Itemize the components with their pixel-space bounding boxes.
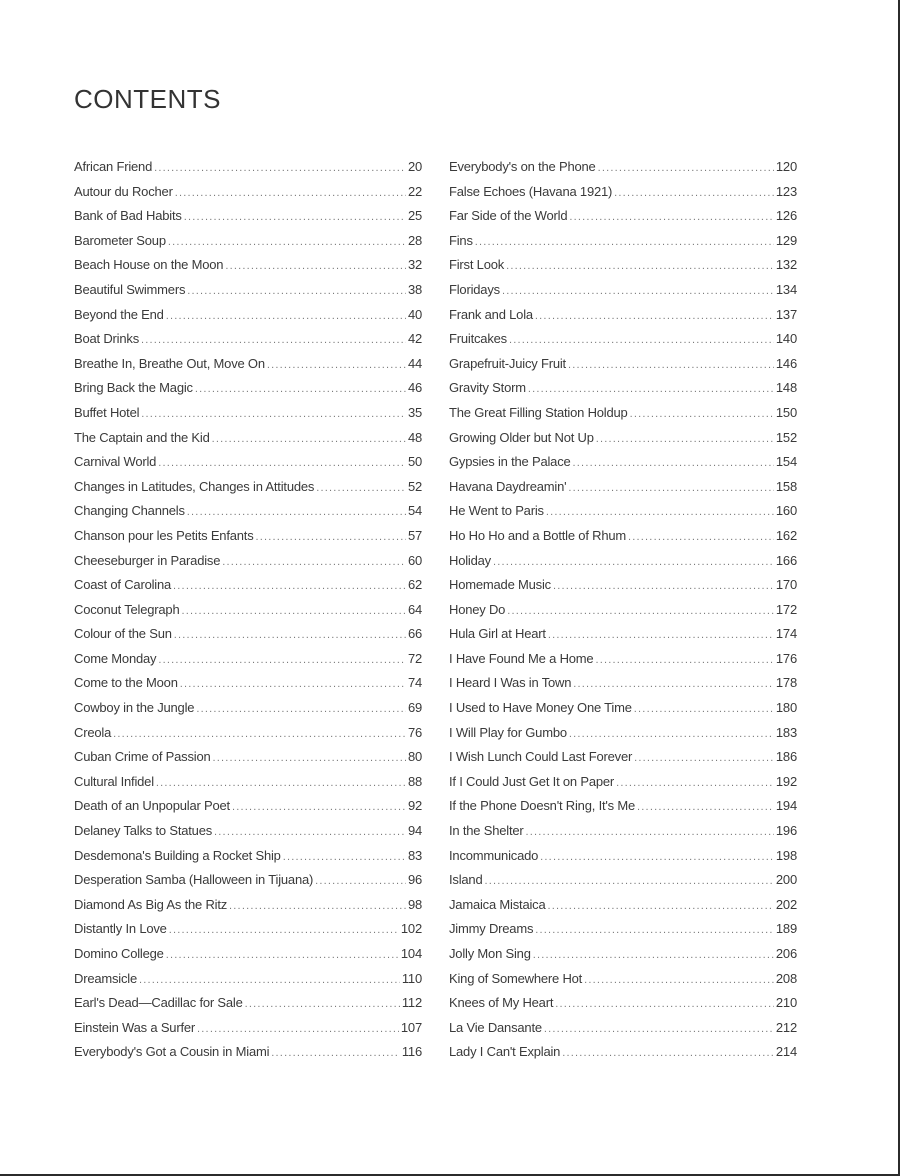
toc-dot-leader — [528, 377, 774, 401]
toc-entry-page: 206 — [775, 946, 797, 961]
toc-entry — [449, 204, 797, 229]
toc-entry-title: Chanson pour les Petits Enfants — [74, 527, 254, 543]
toc-dot-leader — [180, 672, 406, 696]
toc-entry — [449, 942, 797, 967]
toc-entry-title: King of Somewhere Hot — [449, 970, 583, 986]
toc-entry-title: Coconut Telegraph — [74, 601, 180, 617]
toc-entry-page: 25 — [407, 208, 422, 224]
toc-entry-title: Domino College — [74, 946, 164, 961]
toc-dot-leader — [533, 943, 774, 967]
toc-dot-leader — [553, 574, 774, 598]
toc-dot-leader — [141, 402, 406, 426]
toc-entry-page: 46 — [407, 380, 422, 396]
toc-entry-page: 60 — [407, 552, 422, 568]
toc-entry — [449, 524, 797, 549]
toc-entry-title: Far Side of the World — [449, 208, 568, 224]
toc-dot-leader — [568, 353, 774, 377]
toc-entry-title: Bank of Bad Habits — [74, 208, 182, 224]
toc-entry-page: 80 — [407, 749, 422, 765]
toc-entry-page: 50 — [407, 454, 422, 470]
toc-entry-title: Gypsies in the Palace — [449, 454, 571, 470]
toc-entry-page: 162 — [775, 527, 797, 543]
toc-dot-leader — [316, 476, 406, 500]
toc-entry — [449, 622, 797, 647]
toc-entry — [74, 671, 422, 696]
toc-entry-title: First Look — [449, 257, 505, 273]
toc-dot-leader — [485, 869, 774, 893]
toc-entry-title: Honey Do — [449, 601, 506, 617]
toc-dot-leader — [475, 230, 774, 254]
toc-entry-title: Buffet Hotel — [74, 404, 140, 420]
toc-entry-title: Carnival World — [74, 454, 157, 470]
toc-entry — [74, 1016, 422, 1041]
toc-entry-title: Diamond As Big As the Ritz — [74, 896, 228, 912]
toc-entry — [449, 573, 797, 598]
toc-dot-leader — [256, 525, 406, 549]
toc-entry — [74, 499, 422, 524]
toc-entry — [449, 475, 797, 500]
toc-entry — [449, 991, 797, 1016]
toc-entry — [449, 967, 797, 992]
toc-entry-title: Breathe In, Breathe Out, Move On — [74, 355, 265, 371]
toc-entry — [449, 549, 797, 574]
toc-entry-page: 69 — [407, 700, 422, 716]
toc-entry-page: 132 — [775, 257, 797, 273]
toc-dot-leader — [634, 697, 774, 721]
toc-dot-leader — [182, 599, 406, 623]
toc-dot-leader — [573, 451, 774, 475]
toc-entry — [74, 253, 422, 278]
toc-entry-page: 54 — [407, 503, 422, 519]
toc-entry — [74, 401, 422, 426]
toc-entry-page: 198 — [775, 847, 797, 863]
toc-dot-leader — [187, 279, 406, 303]
toc-entry-title: Knees of My Heart — [449, 995, 554, 1011]
toc-entry-page: 176 — [775, 650, 797, 666]
toc-entry-page: 137 — [775, 306, 797, 322]
toc-entry-title: Come to the Moon — [74, 675, 178, 691]
toc-entry-page: 140 — [775, 331, 797, 347]
toc-entry-title: Coast of Carolina — [74, 577, 172, 593]
toc-entry-title: Dreamsicle — [74, 970, 138, 986]
toc-dot-leader — [195, 377, 406, 401]
toc-dot-leader — [196, 697, 406, 721]
toc-entry — [449, 180, 797, 205]
toc-dot-leader — [158, 648, 406, 672]
toc-entry-page: 38 — [407, 281, 422, 297]
toc-entry-page: 202 — [775, 896, 797, 912]
toc-entry-page: 129 — [775, 232, 797, 248]
toc-entry-page: 83 — [407, 847, 422, 863]
toc-entry — [449, 303, 797, 328]
toc-entry — [74, 770, 422, 795]
toc-entry-title: He Went to Paris — [449, 503, 544, 519]
toc-entry-page: 134 — [775, 281, 797, 297]
toc-dot-leader — [544, 1017, 774, 1041]
toc-entry — [74, 475, 422, 500]
toc-entry-title: In the Shelter — [449, 823, 524, 839]
toc-entry — [449, 770, 797, 795]
toc-entry-page: 107 — [400, 1019, 422, 1035]
toc-entry — [449, 917, 797, 942]
toc-entry-title: Everybody's on the Phone — [449, 159, 596, 174]
toc-entry — [74, 893, 422, 918]
toc-dot-leader — [630, 402, 774, 426]
toc-entry-page: 186 — [775, 749, 797, 765]
toc-dot-leader — [535, 304, 774, 328]
toc-entry — [74, 524, 422, 549]
toc-entry-title: Cultural Infidel — [74, 773, 154, 789]
toc-dot-leader — [637, 795, 774, 819]
toc-dot-leader — [562, 1041, 774, 1065]
toc-entry — [449, 721, 797, 746]
toc-entry — [74, 180, 422, 205]
toc-dot-leader — [175, 181, 406, 205]
toc-entry — [74, 917, 422, 942]
toc-dot-leader — [507, 599, 774, 623]
toc-entry — [74, 991, 422, 1016]
toc-entry — [449, 1040, 797, 1065]
toc-entry — [449, 868, 797, 893]
toc-dot-leader — [139, 968, 400, 992]
toc-entry-title: Floridays — [449, 281, 500, 297]
toc-entry-page: 52 — [407, 478, 422, 494]
toc-entry-title: Barometer Soup — [74, 232, 166, 248]
toc-dot-leader — [166, 304, 406, 328]
toc-dot-leader — [502, 279, 774, 303]
toc-entry-title: Jimmy Dreams — [449, 921, 534, 937]
toc-entry-page: 212 — [775, 1019, 797, 1035]
toc-entry-title: Come Monday — [74, 650, 157, 666]
toc-entry-page: 64 — [407, 601, 422, 617]
toc-dot-leader — [232, 795, 406, 819]
toc-entry — [449, 426, 797, 451]
toc-dot-leader — [187, 500, 406, 524]
toc-entry-page: 126 — [775, 208, 797, 224]
toc-entry-page: 102 — [400, 921, 422, 937]
toc-entry-title: Creola — [74, 724, 112, 740]
toc-entry-title: Cowboy in the Jungle — [74, 700, 195, 716]
toc-entry-page: 208 — [775, 970, 797, 986]
toc-dot-leader — [184, 205, 406, 229]
toc-dot-leader — [555, 992, 774, 1016]
toc-entry-title: Frank and Lola — [449, 306, 533, 322]
toc-entry-title: Jamaica Mistaica — [449, 896, 546, 912]
toc-entry-title: Jolly Mon Sing — [449, 946, 531, 961]
toc-dot-leader — [546, 500, 774, 524]
toc-dot-leader — [569, 722, 774, 746]
toc-entry-page: 183 — [775, 724, 797, 740]
toc-dot-leader — [596, 427, 774, 451]
toc-entry-title: Fruitcakes — [449, 331, 507, 347]
toc-entry-page: 88 — [407, 773, 422, 789]
toc-entry-title: Beautiful Swimmers — [74, 281, 186, 297]
toc-entry-page: 146 — [775, 355, 797, 371]
toc-entry-page: 74 — [407, 675, 422, 691]
toc-entry-title: I Will Play for Gumbo — [449, 724, 567, 740]
toc-entry-page: 214 — [775, 1044, 797, 1060]
toc-entry-title: Lady I Can't Explain — [449, 1044, 561, 1060]
toc-entry — [449, 844, 797, 869]
toc-entry — [449, 450, 797, 475]
toc-left-column — [74, 155, 422, 1065]
toc-dot-leader — [595, 648, 773, 672]
toc-entry-title: Beyond the End — [74, 306, 164, 322]
toc-entry-page: 178 — [775, 675, 797, 691]
toc-entry-title: Cuban Crime of Passion — [74, 749, 211, 765]
toc-entry-page: 98 — [407, 896, 422, 912]
toc-entry-page: 148 — [775, 380, 797, 396]
toc-dot-leader — [214, 820, 406, 844]
toc-entry-page: 42 — [407, 331, 422, 347]
toc-entry — [74, 844, 422, 869]
toc-entry-title: Changes in Latitudes, Changes in Attitudes — [74, 478, 315, 494]
toc-entry — [74, 426, 422, 451]
toc-dot-leader — [628, 525, 774, 549]
toc-dot-leader — [154, 156, 406, 180]
toc-entry-page: 116 — [401, 1044, 422, 1060]
toc-entry-title: Distantly In Love — [74, 921, 167, 937]
toc-entry-page: 92 — [407, 798, 422, 814]
toc-entry-page: 96 — [407, 872, 422, 888]
toc-entry-page: 170 — [775, 577, 797, 593]
toc-entry-title: Hula Girl at Heart — [449, 626, 546, 642]
toc-dot-leader — [573, 672, 774, 696]
toc-entry-title: False Echoes (Havana 1921) — [449, 183, 613, 199]
page-title: CONTENTS — [74, 84, 221, 114]
toc-entry-title: Desdemona's Building a Rocket Ship — [74, 847, 281, 863]
toc-entry-page: 158 — [775, 478, 797, 494]
toc-entry — [449, 401, 797, 426]
toc-dot-leader — [584, 968, 774, 992]
toc-entry-page: 112 — [401, 995, 422, 1011]
toc-dot-leader — [271, 1041, 400, 1065]
toc-dot-leader — [225, 254, 406, 278]
toc-entry-page: 104 — [400, 946, 422, 961]
toc-entry — [74, 352, 422, 377]
toc-entry-page: 196 — [775, 823, 797, 839]
toc-entry — [74, 229, 422, 254]
toc-entry — [74, 745, 422, 770]
toc-entry — [449, 376, 797, 401]
toc-entry — [74, 1040, 422, 1065]
toc-entry — [74, 155, 422, 180]
toc-entry-title: La Vie Dansante — [449, 1019, 542, 1035]
toc-entry-title: Beach House on the Moon — [74, 257, 224, 273]
toc-entry-page: 72 — [407, 650, 422, 666]
toc-right-column — [449, 155, 797, 1065]
toc-dot-leader — [113, 722, 406, 746]
toc-dot-leader — [548, 894, 774, 918]
toc-entry-page: 189 — [775, 921, 797, 937]
toc-dot-leader — [569, 205, 774, 229]
toc-entry — [449, 745, 797, 770]
toc-entry — [74, 573, 422, 598]
toc-entry — [449, 352, 797, 377]
toc-entry — [74, 376, 422, 401]
toc-entry — [449, 278, 797, 303]
toc-entry — [74, 647, 422, 672]
toc-dot-leader — [156, 771, 406, 795]
toc-dot-leader — [213, 746, 406, 770]
toc-entry — [449, 253, 797, 278]
toc-entry — [74, 967, 422, 992]
toc-entry-page: 110 — [401, 970, 422, 986]
toc-entry — [449, 794, 797, 819]
toc-dot-leader — [166, 943, 399, 967]
toc-entry — [74, 278, 422, 303]
toc-dot-leader — [212, 427, 406, 451]
toc-entry-title: Changing Channels — [74, 503, 185, 519]
toc-entry-title: I Heard I Was in Town — [449, 675, 572, 691]
toc-entry-title: Ho Ho Ho and a Bottle of Rhum — [449, 527, 627, 543]
toc-entry — [74, 327, 422, 352]
toc-entry-title: Holiday — [449, 552, 491, 568]
toc-entry-title: Death of an Unpopular Poet — [74, 798, 230, 814]
toc-entry-title: Einstein Was a Surfer — [74, 1019, 196, 1035]
toc-entry — [449, 819, 797, 844]
toc-dot-leader — [158, 451, 406, 475]
toc-entry — [74, 303, 422, 328]
toc-dot-leader — [222, 550, 406, 574]
toc-entry-page: 154 — [775, 454, 797, 470]
toc-entry-title: Autour du Rocher — [74, 183, 173, 199]
toc-entry-page: 48 — [407, 429, 422, 445]
toc-entry-page: 152 — [775, 429, 797, 445]
toc-dot-leader — [173, 574, 406, 598]
toc-entry-page: 32 — [407, 257, 422, 273]
toc-entry-title: Everybody's Got a Cousin in Miami — [74, 1044, 270, 1060]
toc-entry-title: I Have Found Me a Home — [449, 650, 594, 666]
toc-dot-leader — [315, 869, 406, 893]
toc-entry-page: 44 — [407, 355, 422, 371]
toc-entry-title: Homemade Music — [449, 577, 551, 593]
toc-entry — [74, 868, 422, 893]
toc-dot-leader — [493, 550, 774, 574]
toc-entry — [449, 155, 797, 180]
toc-dot-leader — [283, 845, 406, 869]
toc-dot-leader — [616, 771, 774, 795]
toc-dot-leader — [168, 230, 406, 254]
toc-entry-page: 94 — [407, 823, 422, 839]
toc-entry-title: Boat Drinks — [74, 331, 139, 347]
toc-dot-leader — [548, 623, 774, 647]
toc-entry-title: Earl's Dead—Cadillac for Sale — [74, 995, 243, 1011]
toc-dot-leader — [169, 918, 399, 942]
toc-dot-leader — [598, 156, 774, 180]
toc-entry — [449, 671, 797, 696]
toc-entry-page: 210 — [775, 995, 797, 1011]
toc-dot-leader — [634, 746, 774, 770]
toc-entry-page: 76 — [407, 724, 422, 740]
toc-entry-page: 28 — [407, 232, 422, 248]
toc-entry — [74, 721, 422, 746]
toc-entry — [74, 549, 422, 574]
toc-entry-page: 194 — [775, 798, 797, 814]
toc-dot-leader — [267, 353, 406, 377]
toc-entry-title: Gravity Storm — [449, 380, 526, 396]
toc-entry-title: Incommunicado — [449, 847, 539, 863]
toc-entry-title: If the Phone Doesn't Ring, It's Me — [449, 798, 636, 814]
toc-dot-leader — [506, 254, 774, 278]
toc-entry-title: Fins — [449, 232, 473, 248]
toc-entry-title: Grapefruit-Juicy Fruit — [449, 355, 566, 371]
toc-entry-title: Island — [449, 872, 483, 888]
toc-entry-page: 192 — [775, 773, 797, 789]
toc-entry — [449, 327, 797, 352]
toc-dot-leader — [526, 820, 774, 844]
toc-entry-page: 150 — [775, 404, 797, 420]
toc-entry — [74, 696, 422, 721]
toc-entry-page: 160 — [775, 503, 797, 519]
toc-entry-title: Growing Older but Not Up — [449, 429, 594, 445]
toc-dot-leader — [535, 918, 774, 942]
toc-entry-title: I Wish Lunch Could Last Forever — [449, 749, 633, 765]
toc-entry-page: 20 — [407, 159, 422, 174]
toc-entry — [449, 1016, 797, 1041]
toc-entry-title: Delaney Talks to Statues — [74, 823, 213, 839]
toc-dot-leader — [141, 328, 406, 352]
toc-dot-leader — [540, 845, 774, 869]
toc-entry-title: African Friend — [74, 159, 153, 174]
toc-entry — [74, 819, 422, 844]
toc-entry-title: If I Could Just Get It on Paper — [449, 773, 615, 789]
toc-entry-page: 123 — [775, 183, 797, 199]
toc-entry-title: Havana Daydreamin' — [449, 478, 567, 494]
toc-entry — [74, 450, 422, 475]
toc-entry-title: Colour of the Sun — [74, 626, 172, 642]
toc-entry — [74, 942, 422, 967]
toc-dot-leader — [229, 894, 406, 918]
toc-entry-page: 120 — [775, 159, 797, 174]
toc-dot-leader — [614, 181, 774, 205]
toc-entry-title: The Captain and the Kid — [74, 429, 210, 445]
toc-dot-leader — [197, 1017, 399, 1041]
toc-entry-page: 22 — [407, 183, 422, 199]
toc-entry — [449, 499, 797, 524]
toc-entry — [74, 598, 422, 623]
toc-entry-title: Bring Back the Magic — [74, 380, 193, 396]
toc-entry — [449, 229, 797, 254]
toc-entry — [449, 598, 797, 623]
toc-entry — [74, 204, 422, 229]
toc-dot-leader — [568, 476, 774, 500]
toc-entry — [449, 893, 797, 918]
toc-entry-page: 62 — [407, 577, 422, 593]
toc-entry-title: Desperation Samba (Halloween in Tijuana) — [74, 872, 314, 888]
toc-entry — [74, 622, 422, 647]
toc-entry-title: I Used to Have Money One Time — [449, 700, 632, 716]
toc-entry-page: 172 — [775, 601, 797, 617]
toc-entry — [449, 696, 797, 721]
toc-entry-page: 166 — [775, 552, 797, 568]
toc-entry-title: Cheeseburger in Paradise — [74, 552, 221, 568]
toc-entry-page: 174 — [775, 626, 797, 642]
toc-entry — [449, 647, 797, 672]
toc-entry-page: 180 — [775, 700, 797, 716]
toc-dot-leader — [174, 623, 406, 647]
toc-entry-page: 57 — [407, 527, 422, 543]
toc-dot-leader — [509, 328, 774, 352]
toc-entry — [74, 794, 422, 819]
toc-entry-page: 66 — [407, 626, 422, 642]
toc-entry-title: The Great Filling Station Holdup — [449, 404, 628, 420]
toc-entry-page: 200 — [775, 872, 797, 888]
toc-dot-leader — [245, 992, 400, 1016]
toc-entry-page: 40 — [407, 306, 422, 322]
toc-entry-page: 35 — [407, 404, 422, 420]
